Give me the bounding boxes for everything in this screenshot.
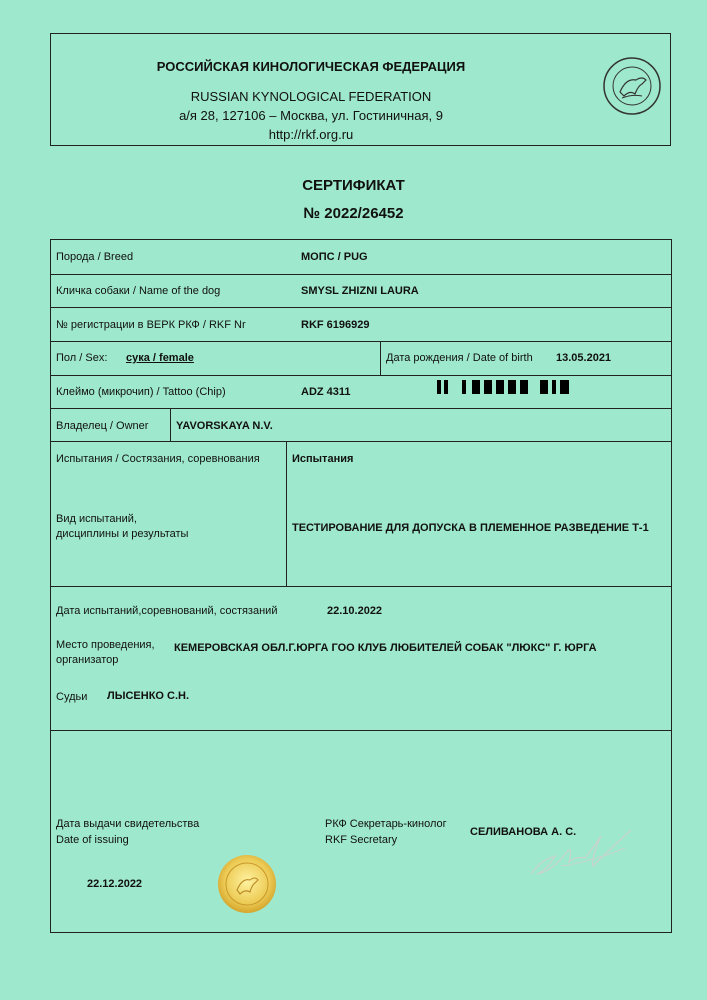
secretary-label-en: RKF Secretary: [325, 834, 398, 846]
certificate-title: СЕРТИФИКАТ: [302, 177, 405, 194]
org-name-en: RUSSIAN KYNOLOGICAL FEDERATION: [190, 89, 432, 104]
tattoo-value: ADZ 4311: [301, 386, 351, 398]
sex-value: сука / female: [126, 352, 194, 364]
owner-label: Владелец / Owner: [56, 420, 149, 432]
breed-value: МОПС / PUG: [301, 251, 368, 263]
org-name-ru: РОССИЙСКАЯ КИНОЛОГИЧЕСКАЯ ФЕДЕРАЦИЯ: [156, 59, 466, 74]
org-website: http://rkf.org.ru: [268, 127, 354, 142]
tattoo-label: Клеймо (микрочип) / Tattoo (Chip): [56, 386, 226, 398]
registration-label: № регистрации в ВЕРК РКФ / RKF Nr: [56, 319, 246, 331]
issue-date-label-en: Date of issuing: [56, 834, 129, 846]
event-place-value: КЕМЕРОВСКАЯ ОБЛ.Г.ЮРГА ГОО КЛУБ ЛЮБИТЕЛЕЙ СОБАК "ЛЮКС" Г. ЮРГА: [174, 642, 597, 654]
rkf-emblem-icon: [602, 56, 662, 116]
row-divider: [51, 341, 671, 342]
breed-label: Порода / Breed: [56, 251, 134, 263]
row-divider: [51, 730, 671, 731]
row-divider: [51, 375, 671, 376]
row-divider: [51, 586, 671, 587]
org-address: а/я 28, 127106 – Москва, ул. Гостиничная, 9: [179, 108, 443, 123]
row-divider: [51, 441, 671, 442]
trial-category-label: Испытания / Состязания, соревнования: [56, 453, 260, 465]
trial-type-label-line2: дисциплины и результаты: [56, 528, 189, 540]
col-divider: [286, 441, 287, 586]
certificate-number: № 2022/26452: [303, 205, 404, 222]
sex-label: Пол / Sex:: [56, 352, 108, 364]
row-divider: [51, 408, 671, 409]
judges-value: ЛЫСЕНКО С.Н.: [107, 690, 190, 702]
row-divider: [51, 307, 671, 308]
event-date-label: Дата испытаний,соревнований, состязаний: [56, 605, 278, 617]
issue-date-value: 22.12.2022: [87, 878, 143, 890]
col-divider: [380, 341, 381, 375]
registration-value: RKF 6196929: [301, 319, 370, 331]
certificate-table: [50, 239, 672, 933]
event-date-value: 22.10.2022: [327, 605, 383, 617]
trial-type-value: ТЕСТИРОВАНИЕ ДЛЯ ДОПУСКА В ПЛЕМЕННОЕ РАЗВЕДЕНИЕ Т-1: [292, 522, 649, 534]
signature-icon: [521, 822, 636, 882]
owner-value: YAVORSKAYA N.V.: [176, 420, 273, 432]
trial-category-value: Испытания: [292, 453, 354, 465]
dob-value: 13.05.2021: [556, 352, 612, 364]
gold-seal-icon: [217, 854, 277, 914]
trial-type-label-line1: Вид испытаний,: [56, 513, 137, 525]
chip-redaction-bars: [437, 380, 569, 394]
event-place-label-line2: организатор: [56, 654, 119, 666]
secretary-name: СЕЛИВАНОВА А. С.: [470, 826, 577, 838]
dob-label: Дата рождения / Date of birth: [386, 352, 533, 364]
issue-date-label-ru: Дата выдачи свидетельства: [56, 818, 200, 830]
col-divider: [170, 408, 171, 441]
secretary-label-ru: РКФ Секретарь-кинолог: [325, 818, 447, 830]
judges-label: Судьи: [56, 691, 88, 703]
header-box: [50, 33, 671, 146]
event-place-label-line1: Место проведения,: [56, 639, 155, 651]
row-divider: [51, 274, 671, 275]
dog-name-value: SMYSL ZHIZNI LAURA: [301, 285, 419, 297]
dog-name-label: Кличка собаки / Name of the dog: [56, 285, 221, 297]
